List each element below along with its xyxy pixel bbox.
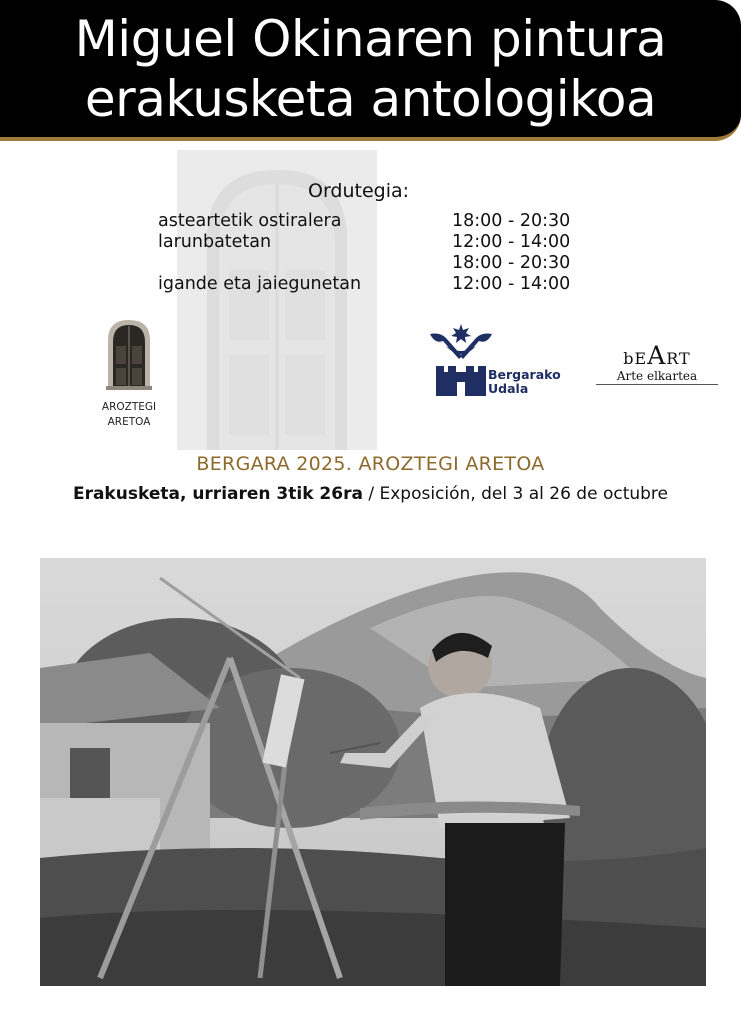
schedule-time: 12:00 - 14:00 — [452, 274, 571, 294]
beart-logo-mark: bEART — [623, 341, 691, 370]
schedule-day: asteartetik ostiralera — [158, 211, 342, 231]
venue-logo-line-1: AROZTEGI — [101, 401, 157, 413]
event-dates-spanish: Exposición, del 3 al 26 de octubre — [379, 484, 669, 504]
venue-logo-line-2: ARETOA — [107, 416, 151, 428]
event-dates-basque: Erakusketa, urriaren 3tik 26ra — [72, 484, 363, 504]
event-dates-separator: / — [362, 484, 380, 504]
venue-logo-label — [80, 400, 178, 430]
schedule-row — [158, 211, 571, 231]
schedule-time: 18:00 - 20:30 — [452, 253, 571, 273]
schedule-time: 18:00 - 20:30 — [452, 211, 571, 231]
title-line-2: erakusketa antologikoa — [84, 70, 657, 128]
schedule-day: larunbatetan — [158, 232, 272, 252]
beart-logo — [596, 341, 718, 383]
schedule-title: Ordutegia: — [308, 180, 410, 202]
schedule-row — [158, 232, 571, 252]
beart-logo-rule — [596, 384, 718, 385]
event-dates — [0, 484, 741, 504]
title-banner — [0, 0, 741, 141]
udala-logo-line-1: Bergarako — [488, 367, 561, 382]
beart-logo-subtitle: Arte elkartea — [616, 369, 698, 383]
coat-of-arms-icon — [426, 322, 496, 396]
event-title: BERGARA 2025. AROZTEGI ARETOA — [196, 453, 545, 475]
painter-at-easel-photo — [40, 558, 706, 986]
door-icon — [106, 318, 152, 390]
udala-logo-line-2: Udala — [488, 381, 529, 396]
schedule-day: igande eta jaiegunetan — [158, 274, 362, 294]
schedule-row — [158, 274, 571, 294]
schedule-time: 12:00 - 14:00 — [452, 232, 571, 252]
title-line-1: Miguel Okinaren pintura — [74, 10, 667, 68]
udala-logo-text — [488, 368, 561, 396]
